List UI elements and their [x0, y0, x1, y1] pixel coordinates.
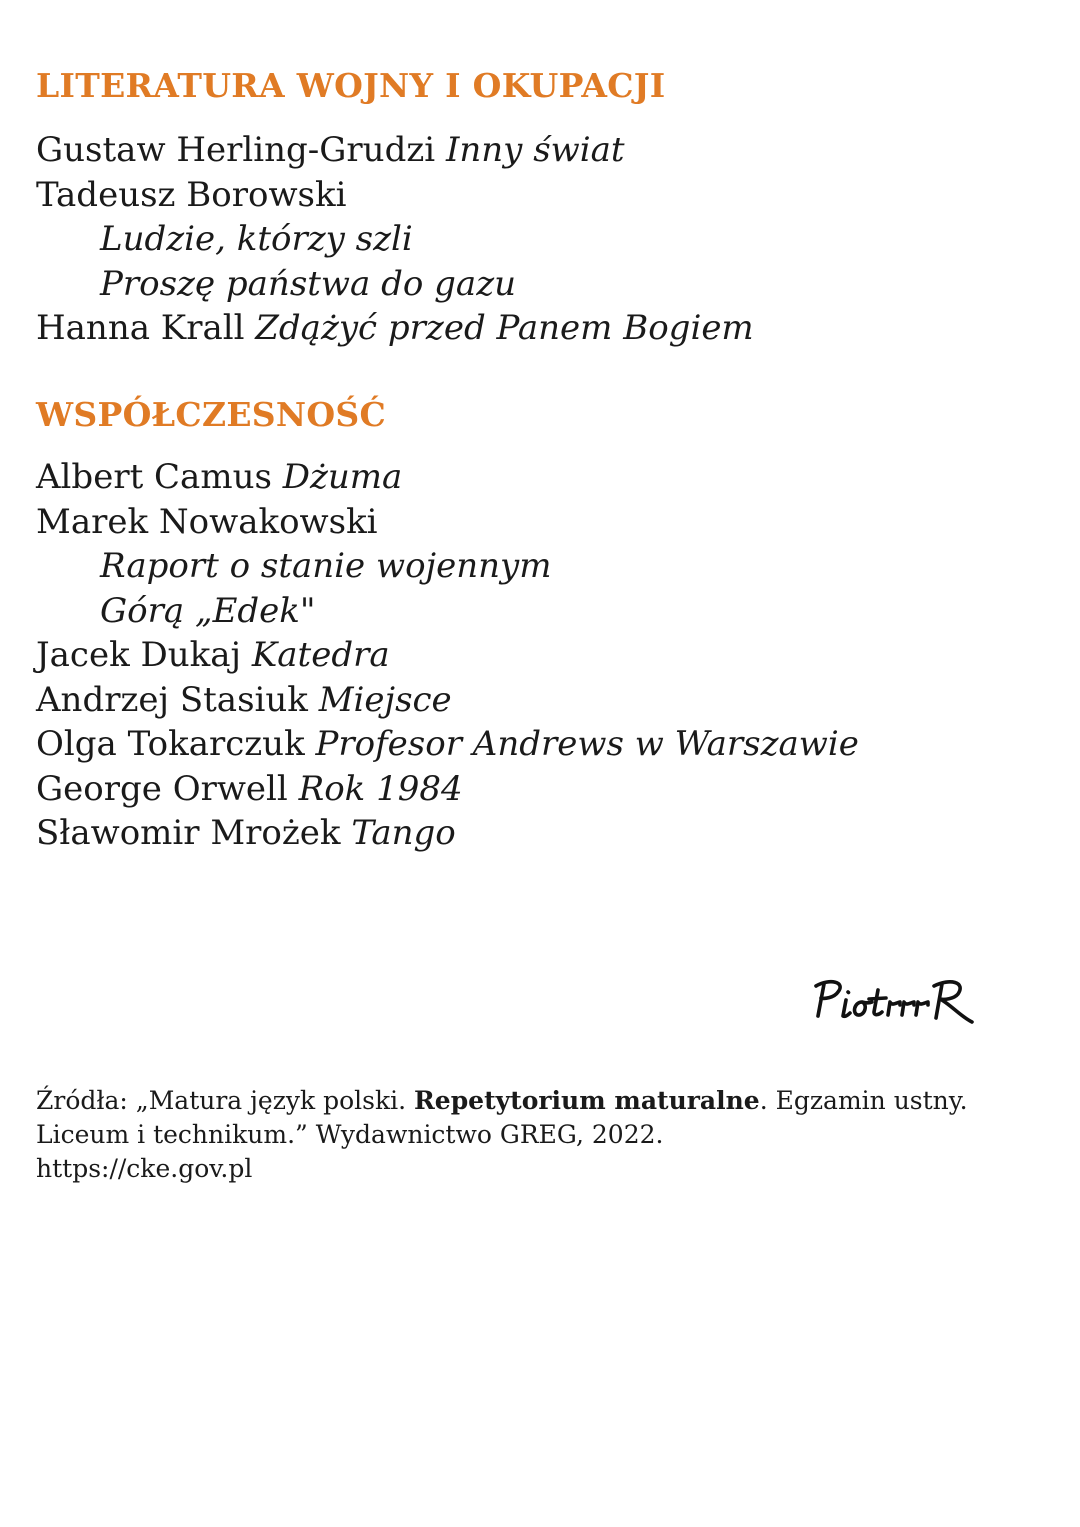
author: Tadeusz Borowski [36, 174, 347, 215]
section-heading-war-literature: LITERATURA WOJNY I OKUPACJI [36, 66, 666, 105]
list-subitem: Raport o stanie wojennym [100, 546, 552, 586]
signature-stroke [902, 1002, 914, 1015]
sources-prefix: Źródła: „Matura język polski. [36, 1086, 415, 1115]
author: Andrzej Stasiuk [36, 679, 308, 720]
list-item [36, 633, 859, 678]
list-item [36, 128, 754, 173]
list-subitem: Ludzie, którzy szli [100, 219, 413, 259]
work-title: Miejsce [318, 679, 452, 720]
list-subitem: Proszę państwa do gazu [100, 263, 517, 304]
contemporary-list [36, 455, 859, 856]
work-title: Profesor Andrews w Warszawie [315, 724, 859, 764]
section-heading-contemporary: WSPÓŁCZESNOŚĆ [36, 395, 387, 434]
list-item [36, 767, 859, 812]
list-subitem: Górą „Edek" [100, 590, 316, 631]
signature-stroke [848, 992, 849, 993]
signature-stroke [816, 982, 840, 999]
signature-stroke [888, 1002, 900, 1015]
list-item [36, 455, 859, 500]
list-item [36, 678, 859, 723]
list-item [36, 722, 859, 767]
author: Sławomir Mrożek [36, 813, 341, 853]
work-title: Katedra [251, 635, 390, 675]
sources-suffix: . Egzamin ustny. Liceum i technikum.” Wydawnictwo GREG, 2022. [36, 1086, 968, 1149]
sources-note [36, 1084, 1036, 1186]
author: Olga Tokarczuk [36, 724, 305, 764]
war-literature-list [36, 128, 754, 351]
author: Hanna Krall [36, 308, 245, 348]
work-title: Zdążyć przed Panem Bogiem [255, 308, 754, 348]
author: Gustaw Herling-Grudzi [36, 130, 436, 170]
work-title: Rok 1984 [298, 768, 463, 809]
signature-stroke [843, 1000, 850, 1016]
author: George Orwell [36, 768, 288, 809]
work-title: Tango [351, 813, 456, 853]
list-item [36, 173, 754, 218]
sources-url[interactable]: https://cke.gov.pl [36, 1154, 253, 1183]
author: Jacek Dukaj [36, 635, 242, 675]
signature-stroke [869, 998, 886, 999]
signature-stroke [855, 1002, 872, 1015]
list-item [36, 811, 859, 856]
list-item [36, 306, 754, 351]
work-title: Dżuma [282, 457, 403, 497]
work-title: Inny świat [445, 130, 625, 170]
list-item [36, 500, 859, 545]
author: Marek Nowakowski [36, 501, 378, 542]
handwritten-signature [808, 972, 983, 1032]
sources-bold-title: Repetytorium maturalne [414, 1086, 760, 1115]
author: Albert Camus [36, 457, 272, 497]
signature-stroke [916, 1002, 928, 1015]
signature-stroke [874, 990, 882, 1015]
